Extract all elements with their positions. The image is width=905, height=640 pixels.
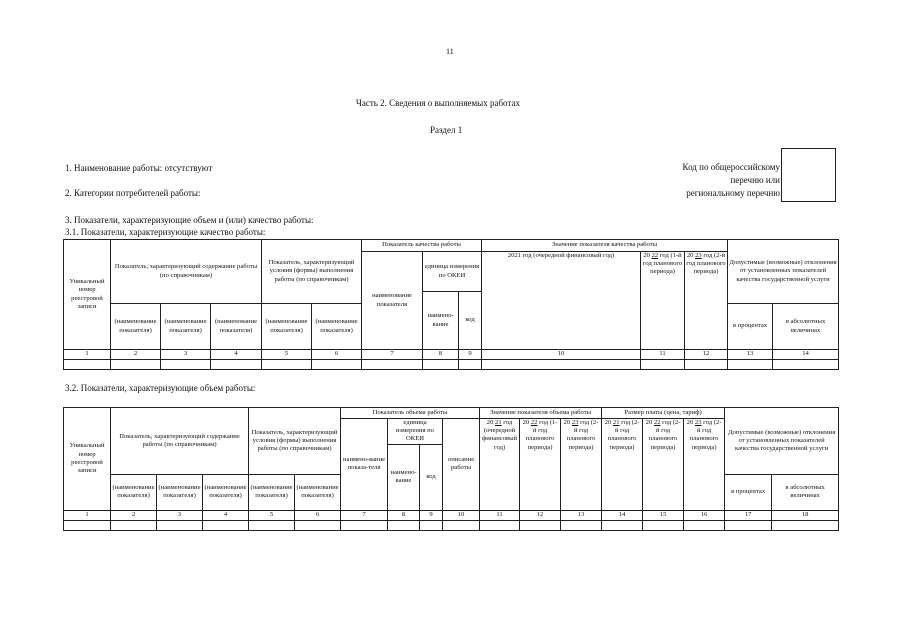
indicator-name-header: наимено-вание показа-теля: [341, 419, 388, 511]
year-2022-header: 20 22 год (1-й год планового периода): [641, 252, 685, 350]
conditions-sub-2: (наименование показателя): [295, 474, 341, 510]
cell[interactable]: [262, 360, 312, 370]
col-num: 9: [420, 510, 443, 520]
column-numbers-row: [64, 510, 839, 520]
cell[interactable]: [772, 520, 839, 530]
col-num: 10: [482, 350, 641, 360]
conditions-sub-2: (наименование показателя): [312, 304, 362, 350]
cell[interactable]: [111, 360, 161, 370]
col-num: 17: [725, 510, 772, 520]
deviation-absolute-header: в абсолютных величинах: [773, 304, 839, 350]
cell[interactable]: [443, 520, 480, 530]
cell[interactable]: [773, 360, 839, 370]
code-label-line-2: перечню или: [730, 175, 780, 186]
cell[interactable]: [643, 520, 684, 530]
deviation-percent-header: в процентах: [725, 474, 772, 510]
content-sub-1: (наименование показателя): [111, 304, 161, 350]
quality-indicator-header: Показатель качества работы: [362, 240, 482, 252]
value-year-3-header: 20 23 год (2-й год планового периода): [561, 419, 602, 511]
year-2023-header: 20 23 год (2-й год планового периода): [685, 252, 728, 350]
col-num: 10: [443, 510, 480, 520]
indicator-name-header: наименование показателя: [362, 252, 423, 350]
cell[interactable]: [725, 520, 772, 530]
col-num: 2: [111, 510, 157, 520]
conditions-sub-1: (наименование показателя): [262, 304, 312, 350]
cell[interactable]: [64, 520, 111, 530]
code-label-line-3: региональному перечню: [686, 188, 780, 199]
year-2021-header: 2021 год (очередной финансовый год): [482, 252, 641, 350]
cell[interactable]: [480, 520, 520, 530]
quality-indicators-line: 3.1. Показатели, характеризующие качество работы:: [65, 227, 266, 237]
col-num: 12: [520, 510, 561, 520]
col-num: 16: [684, 510, 725, 520]
deviation-absolute-header: в абсолютных величинах: [772, 474, 839, 510]
volume-indicator-header: Показатель объема работы: [341, 408, 480, 419]
conditions-header: Показатель, характеризующий условия (формы) выполнения работы (по справочникам): [249, 408, 341, 475]
col-num: 5: [262, 350, 312, 360]
content-sub-3: (наименование показателя): [211, 304, 262, 350]
col-num: 6: [295, 510, 341, 520]
value-year-2-header: 20 22 год (1-й год планового периода): [520, 419, 561, 511]
cell[interactable]: [388, 520, 420, 530]
col-num: 8: [388, 510, 420, 520]
col-num: 1: [64, 510, 111, 520]
value-year-1-header: 20 21 год (очередной финансовый год): [480, 419, 520, 511]
price-header: Размер платы (цена, тариф): [602, 408, 725, 419]
col-num: 9: [459, 350, 482, 360]
content-sub-1: (наименование показателя): [111, 474, 157, 510]
code-box[interactable]: [781, 148, 836, 202]
table-row: [64, 520, 839, 530]
col-num: 7: [362, 350, 423, 360]
unit-header: единица измерения по ОКЕИ: [388, 419, 443, 445]
col-num: 11: [480, 510, 520, 520]
work-name-line: 1. Наименование работы: отсутствуют: [65, 163, 213, 173]
cell[interactable]: [459, 360, 482, 370]
price-year-3-header: 20 23 год (2-й год планового периода): [684, 419, 725, 511]
content-sub-2: (наименование показателя): [161, 304, 211, 350]
price-year-1-header: 20 21 год (2-й год планового периода): [602, 419, 643, 511]
section-title: Раздел 1: [430, 125, 463, 135]
content-header: Показатель, характеризующий содержание работы (по справочникам): [111, 240, 262, 304]
col-num: 13: [561, 510, 602, 520]
col-num: 3: [161, 350, 211, 360]
conditions-sub-1: (наименование показателя): [249, 474, 295, 510]
code-label: [640, 161, 780, 200]
part-title: Часть 2. Сведения о выполняемых работах: [356, 98, 520, 108]
cell[interactable]: [312, 360, 362, 370]
col-num: 15: [643, 510, 684, 520]
cell[interactable]: [111, 520, 157, 530]
deviation-percent-header: в процентах: [728, 304, 773, 350]
cell[interactable]: [728, 360, 773, 370]
unique-number-header: Уникальный номер реестровой записи: [64, 240, 111, 350]
table-row: [64, 360, 839, 370]
col-num: 3: [157, 510, 203, 520]
volume-value-header: Значение показателя объема работы: [480, 408, 602, 419]
unit-code-header: код: [420, 444, 443, 510]
volume-indicators-line: 3.2. Показатели, характеризующие объем работы:: [65, 383, 256, 393]
quality-table: [63, 239, 839, 370]
cell[interactable]: [161, 360, 211, 370]
col-num: 14: [602, 510, 643, 520]
deviation-header: Допустимые (возможные) отклонения от установленных показателей качества государственной услуги: [725, 408, 839, 475]
col-num: 5: [249, 510, 295, 520]
unique-number-header: Уникальный номер реестровой записи: [64, 408, 111, 511]
quality-value-header: Значение показателя качества работы: [482, 240, 728, 252]
cell[interactable]: [295, 520, 341, 530]
cell[interactable]: [157, 520, 203, 530]
col-num: 1: [64, 350, 111, 360]
cell[interactable]: [64, 360, 111, 370]
unit-name-header: наимено-вание: [388, 444, 420, 510]
cell[interactable]: [249, 520, 295, 530]
work-description-header: описание работы: [443, 419, 480, 511]
col-num: 18: [772, 510, 839, 520]
cell[interactable]: [420, 520, 443, 530]
col-num: 4: [211, 350, 262, 360]
code-label-line-1: Код по общероссийскому: [682, 162, 780, 172]
col-num: 6: [312, 350, 362, 360]
cell[interactable]: [641, 360, 685, 370]
unit-code-header: код: [459, 292, 482, 350]
content-sub-3: (наименование показателя): [203, 474, 249, 510]
conditions-header: Показатель, характеризующий условия (формы) выполнения работы (по справочникам): [262, 240, 362, 304]
cell[interactable]: [203, 520, 249, 530]
unit-header: единица измерения по ОКЕИ: [423, 252, 482, 292]
col-num: 14: [773, 350, 839, 360]
cell[interactable]: [602, 520, 643, 530]
unit-name-header: наимено-вание: [423, 292, 459, 350]
col-num: 8: [423, 350, 459, 360]
indicators-line: 3. Показатели, характеризующие объем и (или) качество работы:: [65, 215, 314, 225]
column-numbers-row: [64, 350, 839, 360]
cell[interactable]: [561, 520, 602, 530]
cell[interactable]: [482, 360, 641, 370]
cell[interactable]: [684, 520, 725, 530]
deviation-header: Допустимые (возможные) отклонения от установленных показателей качества государственной услуги: [728, 240, 839, 304]
col-num: 4: [203, 510, 249, 520]
consumer-category-line: 2. Категории потребителей работы:: [65, 188, 201, 198]
cell[interactable]: [362, 360, 423, 370]
page-number: 11: [446, 47, 454, 56]
cell[interactable]: [685, 360, 728, 370]
price-year-2-header: 20 22 год (2-й год планового периода): [643, 419, 684, 511]
cell[interactable]: [520, 520, 561, 530]
col-num: 12: [685, 350, 728, 360]
volume-table: [63, 407, 839, 531]
content-sub-2: (наименование показателя): [157, 474, 203, 510]
col-num: 11: [641, 350, 685, 360]
content-header: Показатель, характеризующий содержание работы (по справочникам): [111, 408, 249, 475]
cell[interactable]: [211, 360, 262, 370]
col-num: 7: [341, 510, 388, 520]
cell[interactable]: [423, 360, 459, 370]
col-num: 13: [728, 350, 773, 360]
col-num: 2: [111, 350, 161, 360]
cell[interactable]: [341, 520, 388, 530]
